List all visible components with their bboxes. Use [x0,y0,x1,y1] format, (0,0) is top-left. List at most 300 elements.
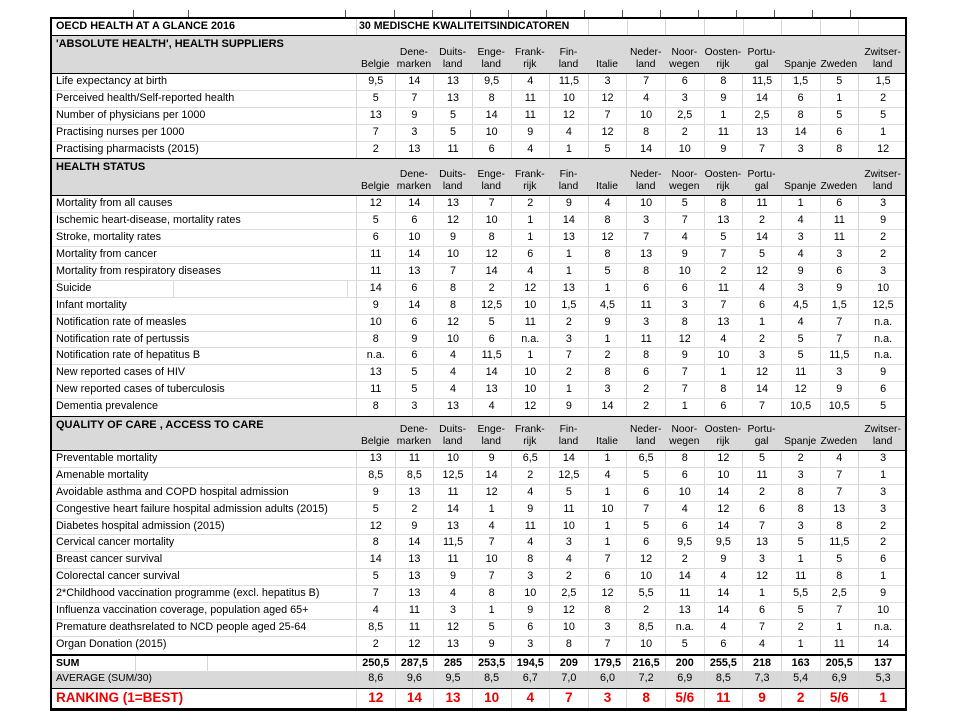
cell-portugal: 6 [742,298,781,314]
column-header-line1: Oosten- [704,169,742,181]
cell-spanje: 163 [781,656,820,671]
cell-belgie: 13 [356,451,395,467]
column-header-line2: Zweden [820,59,858,70]
cell-duitsland: 10 [433,247,472,263]
cell-finland: 7 [549,689,588,708]
cell-belgie: n.a. [356,348,395,364]
cell-belgie: 8 [356,332,395,348]
cell-engeland: 7 [472,535,511,551]
cell-finland: 13 [549,281,588,297]
cell-duitsland: 13 [433,689,472,708]
cell-frankrijk: 11 [511,91,550,107]
cell-oostenrijk: 11 [704,281,743,297]
cell-duitsland: 8 [433,298,472,314]
table-row [52,502,905,519]
column-header-denemarken [395,36,434,73]
column-header-zwitserland [858,36,907,73]
cell-frankrijk: 2 [511,468,550,484]
cell-zweden: 1 [820,620,859,636]
cell-spanje: 8 [781,502,820,518]
grid-tick [736,10,737,17]
cell-frankrijk: 9 [511,502,550,518]
cell-noorwegen: 7 [665,382,704,398]
cell-finland: 12 [549,603,588,619]
cell-spanje: 4 [781,213,820,229]
cell-engeland: 1 [472,603,511,619]
cell-frankrijk: 4 [511,142,550,159]
row-label: Congestive heart failure hospital admission adults (2015) [56,502,328,515]
cell-nederland: 8,5 [626,620,665,636]
cell-italie: 9 [588,315,627,331]
cell-frankrijk: 194,5 [511,656,550,671]
cell-finland: 12,5 [549,468,588,484]
cell-zweden: 11 [820,637,859,654]
title-empty-cell [743,19,782,35]
cell-frankrijk: 1 [511,213,550,229]
cell-portugal: 12 [742,264,781,280]
cell-italie: 5 [588,142,627,159]
cell-zwitserland: 6 [858,552,907,568]
cell-zweden: 5/6 [820,689,859,708]
cell-denemarken: 6 [395,281,434,297]
cell-nederland: 7 [626,230,665,246]
section-title: 'ABSOLUTE HEALTH', HEALTH SUPPLIERS [56,38,284,50]
cell-finland: 2,5 [549,586,588,602]
cell-zwitserland: 2 [858,519,907,535]
cell-denemarken: 13 [395,586,434,602]
average-row [52,671,905,688]
cell-portugal: 5 [742,451,781,467]
cell-engeland: 10 [472,552,511,568]
table-title-right: 30 MEDISCHE KWALITEITSINDICATOREN [356,19,588,35]
table-row [52,519,905,536]
column-header-line1: Portu- [747,424,776,436]
cell-duitsland: 13 [433,399,472,416]
cell-portugal: 6 [742,502,781,518]
cell-nederland: 10 [626,108,665,124]
column-header-line2: rijk [523,59,537,70]
cell-engeland: 1 [472,502,511,518]
cell-nederland: 10 [626,569,665,585]
table-row [52,230,905,247]
cell-zwitserland: 1,5 [858,74,907,90]
cell-duitsland: 11 [433,142,472,159]
column-header-line2: land [481,436,501,448]
column-header-line1: Frank- [514,47,545,58]
column-header-line2: Spanje [784,59,817,70]
cell-zweden: 7 [820,485,859,501]
row-label: Stroke, mortality rates [56,231,162,244]
cell-spanje: 11 [781,569,820,585]
section-header-row [52,416,905,451]
row-label: Notification rate of pertussis [56,332,190,345]
cell-zwitserland: 1 [858,569,907,585]
cell-oostenrijk: 13 [704,315,743,331]
column-header-finland [549,159,588,195]
cell-finland: 209 [549,656,588,671]
cell-denemarken: 3 [395,399,434,416]
column-header-line1: Enge- [477,47,505,58]
column-header-line2: rijk [716,181,730,193]
title-empty-cell [704,19,743,35]
cell-oostenrijk: 14 [704,485,743,501]
column-header-belgie [356,36,395,73]
cell-oostenrijk: 9 [704,91,743,107]
table-row [52,586,905,603]
cell-noorwegen: 7 [665,213,704,229]
cell-italie: 10 [588,502,627,518]
cell-noorwegen: 7 [665,365,704,381]
cell-zwitserland: 9 [858,213,907,229]
cell-frankrijk: 1 [511,348,550,364]
cell-engeland: 4 [472,519,511,535]
cell-zweden: 6 [820,125,859,141]
cell-zwitserland: 9 [858,586,907,602]
column-header-line2: Italie [596,436,618,448]
cell-oostenrijk: 1 [704,365,743,381]
column-header-oostenrijk [704,417,743,450]
cell-zweden: 5 [820,108,859,124]
cell-zwitserland: 137 [858,656,907,671]
cell-portugal: 5 [742,247,781,263]
cell-italie: 7 [588,552,627,568]
table-row [52,315,905,332]
cell-oostenrijk: 14 [704,519,743,535]
cell-zweden: 205,5 [820,656,859,671]
column-header-line2: land [481,59,501,70]
cell-italie: 12 [588,586,627,602]
cell-finland: 11 [549,502,588,518]
cell-italie: 8 [588,603,627,619]
cell-belgie: 7 [356,125,395,141]
sum-row [52,654,905,671]
cell-nederland: 6 [626,365,665,381]
cell-belgie: 13 [356,365,395,381]
column-header-zwitserland [858,159,907,195]
cell-zwitserland: 6 [858,382,907,398]
cell-spanje: 12 [781,382,820,398]
cell-portugal: 11 [742,468,781,484]
cell-portugal: 7 [742,399,781,416]
cell-zwitserland: 5 [858,108,907,124]
cell-italie: 8 [588,213,627,229]
cell-denemarken: 7 [395,91,434,107]
cell-portugal: 7 [742,519,781,535]
table-row [52,108,905,125]
cell-noorwegen: 9,5 [665,535,704,551]
cell-frankrijk: 6,7 [511,671,550,688]
cell-zweden: 6 [820,196,859,212]
column-header-line1: Fin- [559,47,578,58]
cell-oostenrijk: 6 [704,637,743,654]
cell-engeland: 8 [472,586,511,602]
cell-oostenrijk: 9 [704,552,743,568]
cell-nederland: 3 [626,315,665,331]
cell-zwitserland: 3 [858,485,907,501]
cell-spanje: 5 [781,535,820,551]
cell-duitsland: 11 [433,485,472,501]
cell-zwitserland: 5,3 [858,671,907,688]
cell-oostenrijk: 12 [704,502,743,518]
cell-portugal: 1 [742,586,781,602]
title-empty-cell [781,19,820,35]
cell-portugal: 1 [742,315,781,331]
cell-denemarken: 13 [395,552,434,568]
cell-portugal: 3 [742,348,781,364]
cell-oostenrijk: 14 [704,603,743,619]
row-label: Mortality from all causes [56,197,173,210]
cell-portugal: 13 [742,535,781,551]
cell-noorwegen: 6 [665,74,704,90]
cell-oostenrijk: 8,5 [704,671,743,688]
cell-finland: 3 [549,332,588,348]
column-header-italie [588,159,627,195]
cell-belgie: 5 [356,91,395,107]
row-label: Practising nurses per 1000 [56,125,185,138]
grid-tick [812,10,813,17]
column-header-line2: land [872,436,893,448]
column-header-line1: Zwitser- [864,424,901,436]
cell-belgie: 6 [356,230,395,246]
cell-spanje: 3 [781,230,820,246]
row-label: Mortality from cancer [56,248,157,261]
cell-nederland: 4 [626,91,665,107]
cell-noorwegen: 3 [665,298,704,314]
cell-frankrijk: 4 [511,535,550,551]
column-header-noorwegen [665,36,704,73]
cell-finland: 10 [549,519,588,535]
column-header-zwitserland [858,417,907,450]
cell-duitsland: 12 [433,213,472,229]
cell-denemarken: 14 [395,298,434,314]
cell-noorwegen: 2,5 [665,108,704,124]
grid-tick [546,10,547,17]
cell-frankrijk: 9 [511,125,550,141]
cell-noorwegen: 9 [665,348,704,364]
cell-frankrijk: 12 [511,399,550,416]
cell-italie: 4 [588,468,627,484]
cell-noorwegen: 13 [665,603,704,619]
grid-tick [660,10,661,17]
cell-finland: 12 [549,108,588,124]
cell-frankrijk: 10 [511,382,550,398]
cell-belgie: 9 [356,298,395,314]
cell-italie: 4,5 [588,298,627,314]
column-header-frankrijk [511,417,550,450]
ranking-values [356,689,907,708]
column-header-line2: land [872,59,893,70]
column-header-italie [588,36,627,73]
column-header-zweden [820,417,859,450]
column-header-spanje [781,417,820,450]
cell-finland: 1 [549,264,588,280]
cell-frankrijk: 4 [511,689,550,708]
cell-denemarken: 8,5 [395,468,434,484]
cell-portugal: 2 [742,485,781,501]
cell-portugal: 6 [742,603,781,619]
cell-belgie: 2 [356,637,395,654]
cell-denemarken: 6 [395,213,434,229]
table-row [52,281,905,298]
cell-oostenrijk: 10 [704,348,743,364]
table-row [52,365,905,382]
cell-noorwegen: 6,9 [665,671,704,688]
cell-spanje: 4 [781,247,820,263]
cell-engeland: 12 [472,247,511,263]
cell-duitsland: 9 [433,230,472,246]
cell-duitsland: 4 [433,365,472,381]
cell-zwitserland: 3 [858,196,907,212]
cell-denemarken: 9 [395,332,434,348]
cell-italie: 3 [588,382,627,398]
table-row [52,382,905,399]
title-empty-cells [588,19,907,35]
cell-belgie: 8,6 [356,671,395,688]
table-row [52,399,905,416]
row-label: Breast cancer survival [56,553,163,566]
table-row [52,535,905,552]
cell-portugal: 11 [742,196,781,212]
column-header-line1: Portu- [747,47,776,58]
column-header-line2: land [442,436,463,448]
column-header-line1: Neder- [629,424,662,436]
cell-zwitserland: 9 [858,365,907,381]
cell-engeland: 9 [472,451,511,467]
cell-portugal: 7,3 [742,671,781,688]
table-row [52,348,905,365]
cell-oostenrijk: 7 [704,247,743,263]
grid-tick [432,10,433,17]
cell-spanje: 10,5 [781,399,820,416]
title-empty-cell [858,19,907,35]
column-header-portugal [742,417,781,450]
cell-zweden: 8 [820,569,859,585]
table-title-left: OECD HEALTH AT A GLANCE 2016 [56,20,235,32]
cell-belgie: 11 [356,247,395,263]
cell-engeland: 11,5 [472,348,511,364]
cell-duitsland: 9 [433,569,472,585]
cell-frankrijk: 4 [511,485,550,501]
cell-zweden: 7 [820,468,859,484]
cell-portugal: 3 [742,552,781,568]
cell-belgie: 8,5 [356,620,395,636]
column-header-line2: Belgie [361,181,390,193]
column-header-line2: land [558,181,579,193]
column-header-finland [549,417,588,450]
cell-italie: 5 [588,264,627,280]
cell-finland: 9 [549,196,588,212]
cell-zwitserland: 3 [858,451,907,467]
cell-spanje: 1 [781,552,820,568]
table-row [52,91,905,108]
table-row [52,247,905,264]
cell-italie: 1 [588,535,627,551]
column-header-line1: Portu- [747,169,776,181]
column-header-line2: wegen [669,436,700,448]
cell-zweden: 11,5 [820,348,859,364]
cell-belgie: 5 [356,502,395,518]
cell-belgie: 4 [356,603,395,619]
row-label: Amenable mortality [56,468,149,481]
cell-oostenrijk: 12 [704,451,743,467]
title-empty-cell [820,19,859,35]
column-header-line1: Oosten- [704,47,742,58]
row-label: Ischemic heart-disease, mortality rates [56,214,241,227]
cell-nederland: 6 [626,485,665,501]
column-header-oostenrijk [704,36,743,73]
cell-oostenrijk: 9 [704,142,743,159]
cell-noorwegen: n.a. [665,620,704,636]
table-sections [52,36,905,654]
cell-belgie: 14 [356,281,395,297]
column-header-line1: Oosten- [704,424,742,436]
cell-denemarken: 13 [395,264,434,280]
cell-portugal: 12 [742,365,781,381]
cell-duitsland: 11,5 [433,535,472,551]
sum-label: SUM [52,656,356,671]
cell-finland: 10 [549,620,588,636]
row-label: Infant mortality [56,298,127,311]
cell-nederland: 10 [626,196,665,212]
cell-spanje: 5,5 [781,586,820,602]
cell-spanje: 3 [781,142,820,159]
cell-denemarken: 287,5 [395,656,434,671]
table-row [52,603,905,620]
cell-spanje: 6 [781,91,820,107]
column-header-line1: Enge- [477,169,505,181]
cell-italie: 12 [588,125,627,141]
column-header-line2: land [481,181,501,193]
cell-spanje: 3 [781,281,820,297]
cell-oostenrijk: 5 [704,230,743,246]
column-header-zweden [820,159,859,195]
cell-oostenrijk: 255,5 [704,656,743,671]
cell-zweden: 10,5 [820,399,859,416]
cell-belgie: 12 [356,196,395,212]
cell-italie: 6,0 [588,671,627,688]
cell-nederland: 7 [626,74,665,90]
cell-frankrijk: 10 [511,586,550,602]
column-header-line2: Italie [596,59,618,70]
cell-duitsland: 12,5 [433,468,472,484]
table-row [52,332,905,349]
row-label: Number of physicians per 1000 [56,108,206,121]
cell-noorwegen: 5 [665,637,704,654]
cell-zweden: 9 [820,382,859,398]
grid-tick [584,10,585,17]
cell-oostenrijk: 8 [704,196,743,212]
cell-duitsland: 13 [433,196,472,212]
cell-zwitserland: 14 [858,637,907,654]
cell-denemarken: 14 [395,689,434,708]
column-header-line2: rijk [523,436,537,448]
table-row [52,569,905,586]
cell-frankrijk: 11 [511,108,550,124]
cell-italie: 7 [588,637,627,654]
cell-zweden: 13 [820,502,859,518]
column-header-line1: Fin- [559,169,578,181]
cell-spanje: 5 [781,348,820,364]
cell-denemarken: 3 [395,125,434,141]
column-header-line1: Dene- [399,424,428,436]
row-label: Practising pharmacists (2015) [56,142,199,155]
cell-italie: 3 [588,689,627,708]
grid-tick [188,10,189,17]
cell-denemarken: 13 [395,569,434,585]
cell-noorwegen: 14 [665,569,704,585]
column-header-line2: land [558,436,579,448]
cell-duitsland: 13 [433,637,472,654]
